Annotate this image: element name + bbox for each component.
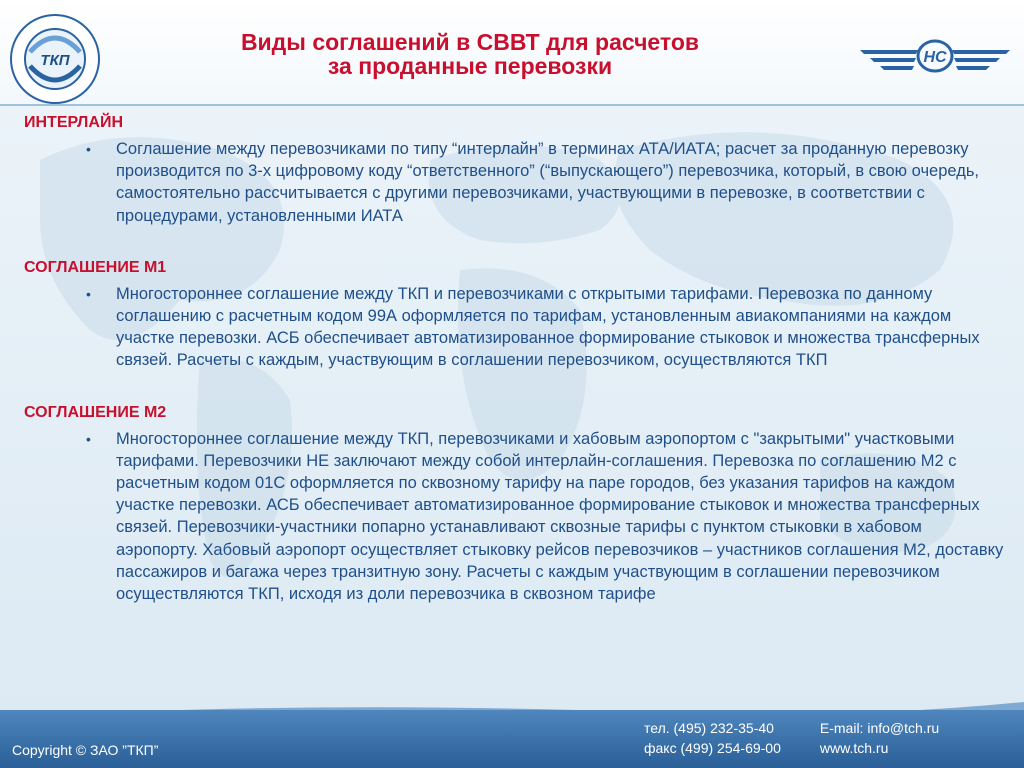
tkp-logo [8, 12, 102, 106]
page-title [180, 30, 760, 78]
phone-text: тел. (495) 232-35-40 [644, 720, 774, 736]
website-link[interactable]: www.tch.ru [819, 740, 889, 756]
email-link[interactable]: E-mail: info@tch.ru [819, 720, 940, 736]
main-content [24, 112, 1004, 605]
list-item [24, 428, 1004, 606]
copyright-text: Copyright © ЗАО ”ТКП” [12, 742, 159, 758]
emblem-text: НС [923, 49, 947, 66]
section-text: Многостороннее соглашение между ТКП, перевозчиками и хабовым аэропортом с "закрытыми" участковыми тарифами. Перевозчики НЕ заключают между собой интерлайн-соглашения. Перевозка по соглашению М2 с расчетным кодом 01С оформляется по сквозному тарифу на паре городов, без указания тарифов на каждом участке перевозки. АСБ обеспечивает автоматизированное формирование стыковок и множества трансферных связей. Перевозчики-участники попарно устанавливают сквозные тарифы с пунктом стыковки в хабовом аэропорту. Хабовый аэропорт осуществляет стыковку рейсов перевозчиков – участников соглашения М2, доставку пассажиров и багажа через транзитную зону. Расчеты с каждым участвующим в соглашении перевозчиком осуществляются ТКП, исходя из доли перевозчика в сквозном тарифе [116, 429, 1004, 604]
fax-text: факс (499) 254-69-00 [644, 740, 781, 756]
section-text: Соглашение между перевозчиками по типу “интерлайн” в терминах АТА/ИАТА; расчет за проданную перевозку производится по 3-х цифровому коду “ответственного” (“выпускающего”) перевозчика, который, в свою очередь, самостоятельно рассчитывается с другими перевозчиками, участвующими в перевозке, в соответствии с процедурами, установленными ИАТА [116, 140, 980, 225]
section-interline [24, 112, 1004, 227]
section-m1 [24, 257, 1004, 372]
bullet-icon: • [86, 430, 91, 447]
section-m2 [24, 402, 1004, 606]
contacts-block [644, 718, 939, 758]
title-line-2: за проданные перевозки [327, 53, 613, 79]
section-heading: СОГЛАШЕНИЕ М2 [24, 403, 167, 421]
list-item [24, 283, 1004, 372]
section-text: Многостороннее соглашение между ТКП и перевозчиками с открытыми тарифами. Перевозка по данному соглашению с расчетным кодом 99А оформляется по тарифам, установленным авиакомпаниями на каждом участке перевозки. АСБ обеспечивает автоматизированное формирование стыковок и множества трансферных связей. Расчеты с каждым, участвующим в соглашении перевозчиком, осуществляются ТКП [116, 284, 980, 370]
bullet-icon: • [86, 141, 91, 157]
section-heading: ИНТЕРЛАЙН [24, 114, 123, 131]
section-heading: СОГЛАШЕНИЕ М1 [24, 258, 167, 276]
header-bar [0, 0, 1024, 106]
tkp-logo-text: ТКП [40, 52, 70, 69]
bullet-icon: • [86, 285, 91, 302]
title-line-1: Виды соглашений в СВВТ для расчетов [240, 29, 700, 55]
list-item [24, 138, 1004, 227]
winged-ns-emblem [860, 38, 1010, 74]
